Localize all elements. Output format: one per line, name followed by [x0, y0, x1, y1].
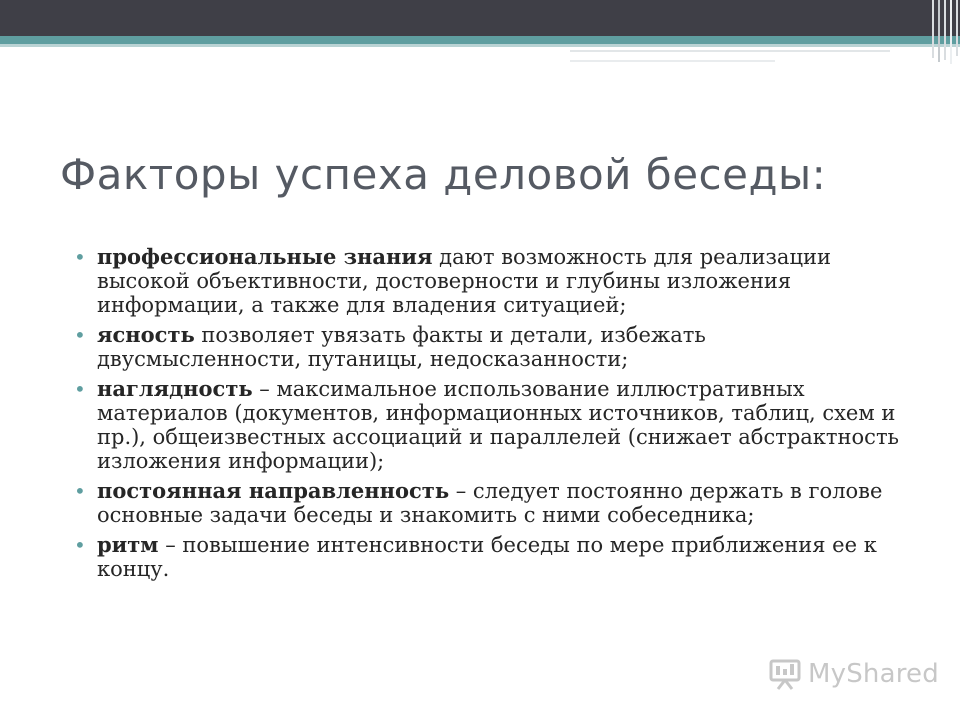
watermark-text: MyShared [808, 659, 939, 689]
item-term: ясность [97, 322, 195, 347]
item-term: профессиональные знания [97, 244, 433, 269]
decorative-line [570, 50, 890, 52]
list-item [72, 377, 912, 473]
watermark-logo [768, 656, 939, 692]
slide-title: Факторы успеха деловой беседы: [60, 150, 827, 199]
bullet-list [72, 245, 912, 587]
bullet-marker: • [74, 323, 86, 347]
header-band [0, 0, 960, 36]
bullet-marker: • [74, 245, 86, 269]
header-light-stripe [0, 44, 960, 47]
list-item [72, 323, 912, 371]
decorative-line [570, 60, 775, 62]
presentation-board-icon [768, 657, 802, 691]
header-accent-stripe [0, 36, 960, 44]
decorative-vertical-bars [930, 0, 960, 64]
bullet-marker: • [74, 479, 86, 503]
bullet-marker: • [74, 377, 86, 401]
item-text: позволяет увязать факты и детали, избежать двусмысленности, путаницы, недосказанности; [97, 323, 706, 371]
list-item [72, 245, 912, 317]
bullet-marker: • [74, 533, 86, 557]
item-term: постоянная направленность [97, 478, 450, 503]
item-term: ритм [97, 532, 159, 557]
item-text: – повышение интенсивности беседы по мере приближения ее к концу. [97, 533, 877, 581]
item-text: дают возможность для реализации высокой объективности, достоверности и глубины изложения информации, а также для владения ситуацией; [97, 245, 831, 317]
item-term: наглядность [97, 376, 253, 401]
list-item [72, 533, 912, 581]
item-text: – следует постоянно держать в голове основные задачи беседы и знакомить с ними собеседника; [97, 479, 883, 527]
item-text: – максимальное использование иллюстративных материалов (документов, информационных источников, таблиц, схем и пр.), общеизвестных ассоциаций и параллелей (снижает абстрактность изложения информации); [97, 377, 899, 473]
list-item [72, 479, 912, 527]
